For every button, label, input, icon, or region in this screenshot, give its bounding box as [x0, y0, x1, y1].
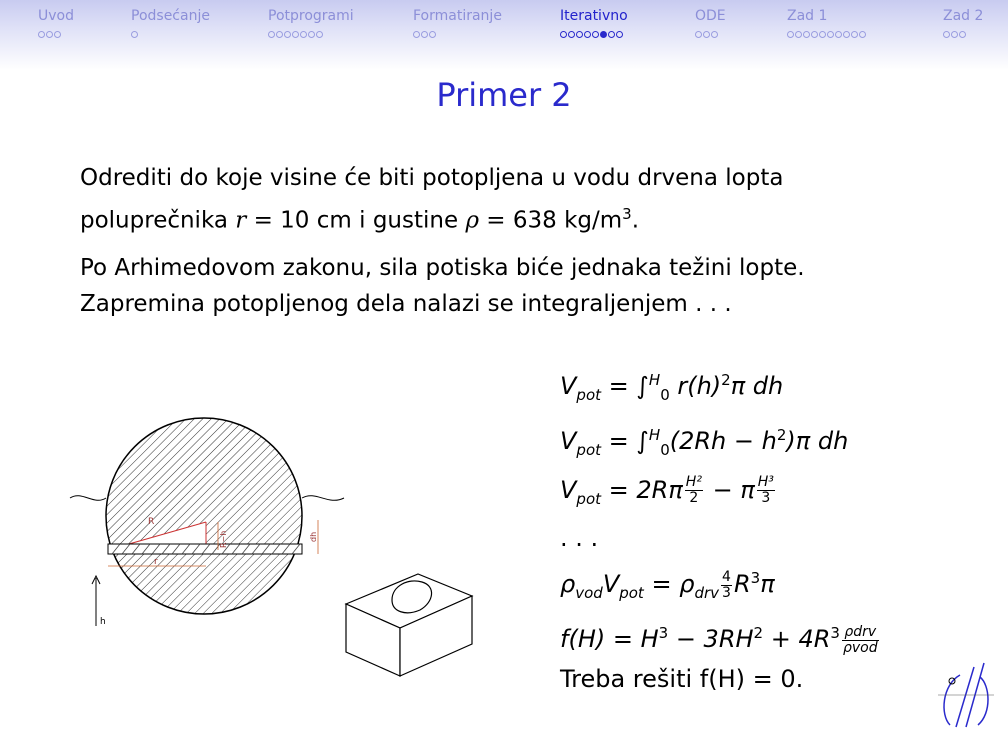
exp: 3 [830, 624, 840, 643]
term-4R: + 4R [763, 625, 831, 654]
integrand-tail: )π dh [786, 426, 849, 455]
nav-section-iterativno[interactable]: Iterativno [560, 8, 628, 24]
nav-section-zad1[interactable]: Zad 1 [787, 8, 828, 24]
sub-pot: pot [576, 440, 602, 459]
water-line-right [302, 496, 344, 501]
nav-dot[interactable] [300, 31, 307, 38]
text-poluprecnika: poluprečnika [80, 207, 228, 234]
var-V: V [560, 475, 577, 504]
pi: π [760, 570, 775, 599]
fraction-H2-2: $\frac{\text{H²}}{2}$ [685, 474, 702, 507]
upper-limit: H [648, 371, 661, 389]
equation-3 [560, 470, 881, 519]
equals-rho: = ρ [651, 570, 695, 599]
nav-dot[interactable] [795, 31, 802, 38]
nav-dot[interactable] [703, 31, 710, 38]
nav-dots-ode[interactable] [695, 31, 719, 41]
label-R: R [148, 517, 155, 527]
nav-dot-current[interactable] [600, 31, 607, 38]
label-Rh: R−h [219, 530, 228, 548]
nav-dot[interactable] [827, 31, 834, 38]
nav-dot[interactable] [421, 31, 428, 38]
nav-dots-podsecanje[interactable] [131, 31, 139, 41]
nav-dot[interactable] [695, 31, 702, 38]
nav-dot[interactable] [429, 31, 436, 38]
integral-sign: = ∫ [608, 426, 649, 455]
slide-title: Primer 2 [436, 76, 572, 114]
nav-dot[interactable] [276, 31, 283, 38]
label-h: h [100, 617, 106, 627]
nav-dot[interactable] [131, 31, 138, 38]
var-r: r [235, 207, 247, 234]
sub-pot: pot [576, 489, 602, 508]
nav-dot[interactable] [616, 31, 623, 38]
nav-section-uvod[interactable]: Uvod [38, 8, 74, 24]
nav-dot[interactable] [413, 31, 420, 38]
lower-limit: 0 [660, 440, 670, 459]
nav-dot[interactable] [54, 31, 61, 38]
problem-line-2 [80, 196, 783, 239]
equation-2 [560, 415, 881, 470]
var-V: V [560, 372, 577, 400]
nav-dot[interactable] [592, 31, 599, 38]
fraction-4-3: $\frac{4}{3}$ [722, 568, 731, 601]
nav-dot[interactable] [316, 31, 323, 38]
nav-dot[interactable] [308, 31, 315, 38]
nav-dot[interactable] [46, 31, 53, 38]
nav-dot[interactable] [811, 31, 818, 38]
integrand-tail: π dh [730, 372, 784, 400]
integrand: (2Rh − h [669, 426, 777, 455]
nav-section-potprogrami[interactable]: Potprogrami [268, 8, 354, 24]
nav-dot[interactable] [284, 31, 291, 38]
nav-dots-potprogrami[interactable] [268, 31, 324, 41]
problem-line-1: Odrediti do koje visine će biti potopljena u vodu drvena lopta [80, 165, 784, 191]
nav-dots-formatiranje[interactable] [413, 31, 437, 41]
nav-dot[interactable] [560, 31, 567, 38]
nav-dots-iterativno[interactable] [560, 31, 624, 41]
problem-statement [80, 160, 783, 239]
var-rho: ρ [465, 207, 479, 234]
exp: 3 [658, 624, 669, 643]
water-block-sketch [346, 574, 472, 676]
nav-dot[interactable] [843, 31, 850, 38]
upper-limit: H [648, 425, 661, 444]
lower-limit: 0 [660, 385, 670, 404]
nav-dot[interactable] [951, 31, 958, 38]
exp: 2 [776, 425, 787, 444]
method-line-2: Zapremina potopljenog dela nalazi se integraljenjem . . . [80, 291, 732, 317]
water-line-left [70, 496, 106, 501]
text-r-value: = 10 cm i gustine [253, 207, 459, 234]
term-2Rpi: = 2Rπ [608, 475, 683, 504]
nav-dot[interactable] [568, 31, 575, 38]
exp-3: 3 [622, 205, 632, 223]
nav-section-zad2[interactable]: Zad 2 [943, 8, 984, 24]
integral-sign: = ∫ [608, 372, 649, 400]
sub-pot: pot [576, 385, 602, 404]
integrand: r(h) [669, 372, 722, 400]
sub-vod: vod [575, 584, 603, 603]
nav-dot[interactable] [803, 31, 810, 38]
term-minus-pi: − π [712, 475, 755, 504]
sphere-figure [60, 400, 480, 700]
section-navigation [0, 0, 1008, 70]
equation-5 [560, 558, 881, 613]
nav-dot[interactable] [851, 31, 858, 38]
nav-dot[interactable] [835, 31, 842, 38]
var-rho: ρ [560, 570, 576, 599]
sub-pot: pot [619, 584, 644, 603]
nav-dot[interactable] [859, 31, 866, 38]
nav-section-podsecanje[interactable]: Podsećanje [131, 8, 210, 24]
equation-6 [560, 613, 881, 659]
nav-section-ode[interactable]: ODE [695, 8, 726, 24]
nav-dot[interactable] [576, 31, 583, 38]
equation-1 [560, 360, 881, 415]
nav-dots-zad2[interactable] [943, 31, 967, 41]
exp: 2 [753, 624, 764, 643]
nav-dot[interactable] [38, 31, 45, 38]
equation-7: Treba rešiti f(H) = 0. [560, 665, 804, 694]
var-V: V [602, 570, 620, 599]
period: . [631, 207, 640, 234]
nav-section-formatiranje[interactable]: Formatiranje [413, 8, 502, 24]
nav-dots-uvod[interactable] [38, 31, 62, 41]
method-statement [80, 250, 805, 322]
nav-dot[interactable] [943, 31, 950, 38]
logo-icon [930, 655, 1000, 735]
var-R: R [733, 570, 751, 599]
nav-dot[interactable] [268, 31, 275, 38]
method-line-1: Po Arhimedovom zakonu, sila potiska biće jednaka težini lopte. [80, 255, 805, 281]
fraction-H3-3: $\frac{\text{H³}}{3}$ [757, 474, 774, 507]
nav-dot[interactable] [787, 31, 794, 38]
text-rho-value: = 638 kg/m [486, 207, 623, 234]
var-V: V [560, 426, 577, 455]
nav-dot[interactable] [584, 31, 591, 38]
sphere-hatch [106, 418, 302, 614]
f-of-H: f(H) = H [560, 625, 659, 654]
exp: 2 [721, 371, 731, 389]
nav-dot[interactable] [608, 31, 615, 38]
nav-dot[interactable] [711, 31, 718, 38]
term-3RH: − 3RH [668, 625, 754, 654]
exp: 3 [750, 569, 761, 588]
equations [560, 360, 881, 699]
sub-drv: drv [694, 584, 720, 603]
label-dh: dh [309, 531, 318, 542]
nav-dot[interactable] [959, 31, 966, 38]
nav-dot[interactable] [292, 31, 299, 38]
nav-dot[interactable] [819, 31, 826, 38]
label-r: r [154, 557, 158, 567]
fraction-rho: $\frac{\text{ρdrv}}{\text{ρvod}}$ [842, 623, 878, 656]
nav-dots-zad1[interactable] [787, 31, 867, 41]
ellipsis: . . . [560, 524, 599, 553]
